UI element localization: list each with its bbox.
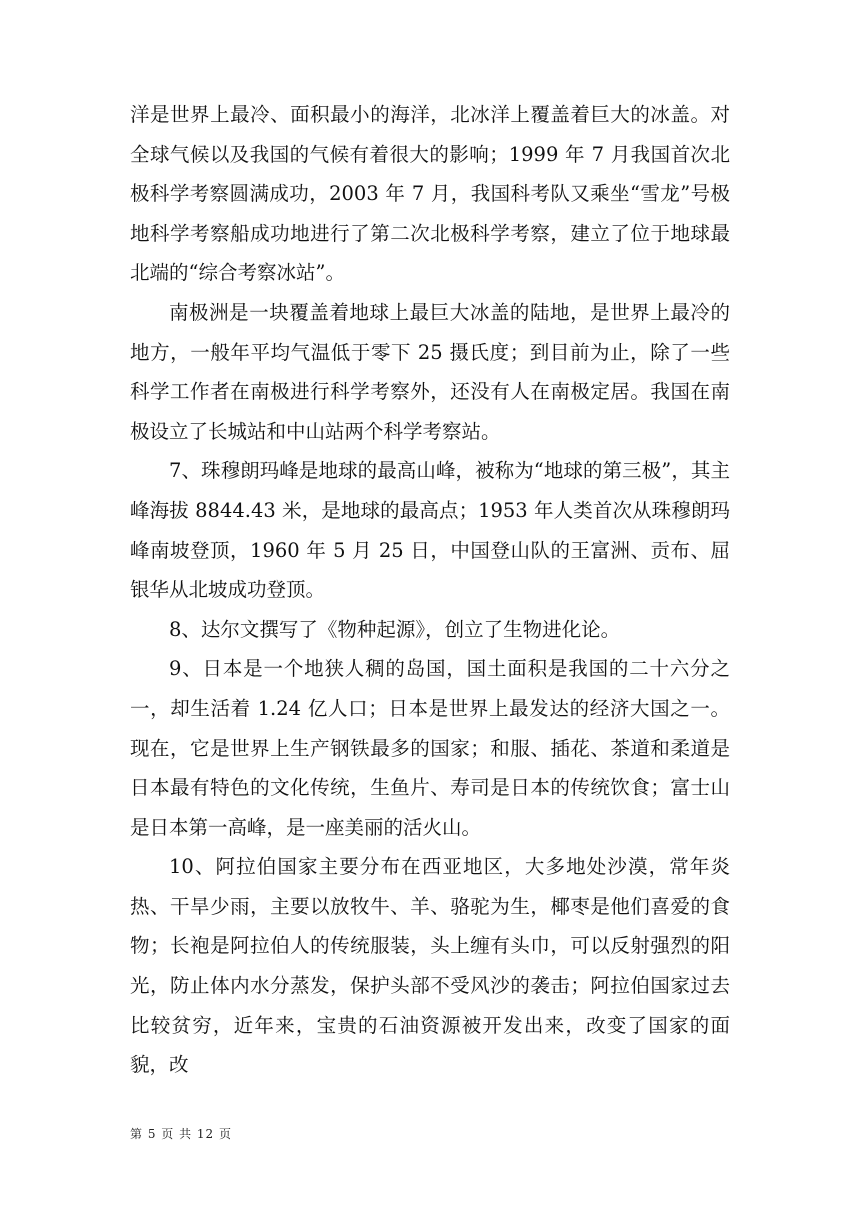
page-number-footer: 第 5 页 共 12 页 — [130, 1127, 232, 1141]
paragraph-everest: 7、珠穆朗玛峰是地球的最高山峰，被称为“地球的第三极”，其主峰海拔 8844.43 米，是地球的最高点；1953 年人类首次从珠穆朗玛峰南坡登顶，1960 年 5 月 25 日，中国登山队的王富洲、贡布、屈银华从北坡成功登顶。 — [130, 459, 730, 602]
paragraph-darwin: 8、达尔文撰写了《物种起源》，创立了生物进化论。 — [169, 617, 621, 641]
document-body — [130, 95, 730, 1085]
paragraph-japan: 9、日本是一个地狭人稠的岛国，国土面积是我国的二十六分之一，却生活着 1.24 亿人口；日本是世界上最发达的经济大国之一。现在，它是世界上生产钢铁最多的国家；和服、插花、茶道和柔道是日本最有特色的文化传统，生鱼片、寿司是日本的传统饮食；富士山是日本第一高峰，是一座美丽的活火山。 — [130, 657, 730, 839]
paragraph-antarctica: 南极洲是一块覆盖着地球上最巨大冰盖的陆地，是世界上最冷的地方，一般年平均气温低于零下 25 摄氏度；到目前为止，除了一些科学工作者在南极进行科学考察外，还没有人在南极定居。我国在南极设立了长城站和中山站两个科学考察站。 — [130, 300, 730, 443]
paragraph-arctic-continued: 洋是世界上最冷、面积最小的海洋，北冰洋上覆盖着巨大的冰盖。对全球气候以及我国的气候有着很大的影响；1999 年 7 月我国首次北极科学考察圆满成功，2003 年 7 月，我国科考队又乘坐“雪龙”号极地科学考察船成功地进行了第二次北极科学考察，建立了位于地球最北端的“综合考察冰站”。 — [130, 103, 730, 285]
paragraph-arab-countries: 10、阿拉伯国家主要分布在西亚地区，大多地处沙漠，常年炎热、干旱少雨，主要以放牧牛、羊、骆驼为生，椰枣是他们喜爱的食物；长袍是阿拉伯人的传统服装，头上缠有头巾，可以反射强烈的阳光，防止体内水分蒸发，保护头部不受风沙的袭击；阿拉伯国家过去比较贫穷，近年来，宝贵的石油资源被开发出来，改变了国家的面貌，改 — [130, 855, 730, 1077]
